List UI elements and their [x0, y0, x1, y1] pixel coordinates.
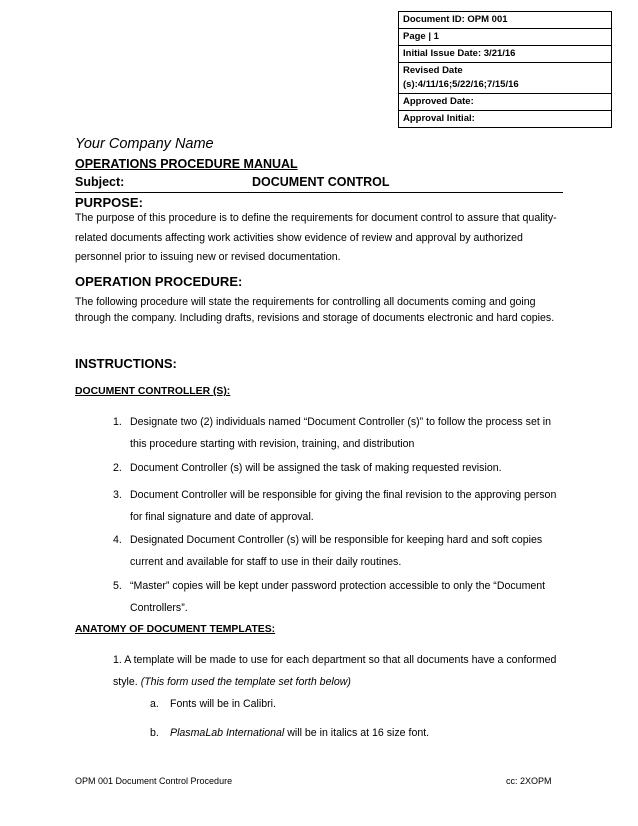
revised-date-cell [399, 63, 612, 94]
footer-doc-title: OPM 001 Document Control Procedure [75, 776, 233, 786]
document-info-table [398, 11, 612, 128]
list-number: 3. [113, 489, 122, 501]
doc-id-cell: Document ID: OPM 001 [399, 12, 612, 29]
company-italic-name: PlasmaLab International [170, 727, 285, 739]
operation-heading: OPERATION PROCEDURE: [75, 274, 243, 289]
subject-value: DOCUMENT CONTROL [252, 175, 390, 189]
sub-list-text [170, 722, 429, 744]
list-text: “Master” copies will be kept under password protection accessible to only the “Document Controllers”. [130, 580, 546, 614]
font-rule-text: will be in italics at 16 size font. [284, 727, 430, 739]
operation-text: The following procedure will state the requirements for controlling all documents coming and going through the company. Including drafts, revisions and storage of documents electronic and hard copies. [75, 296, 555, 324]
issue-date-cell: Initial Issue Date: 3/21/16 [399, 46, 612, 63]
approval-initial-cell: Approval Initial: [399, 111, 612, 128]
revised-date-line2: (s):4/11/16;5/22/16;7/15/16 [403, 79, 519, 90]
purpose-heading: PURPOSE: [75, 195, 143, 210]
sub-list-text: Fonts will be in Calibri. [170, 698, 276, 710]
instructions-heading: INSTRUCTIONS: [75, 356, 177, 371]
list-number: 1. [113, 416, 122, 428]
subject-row [75, 175, 563, 193]
controller-subheading: DOCUMENT CONTROLLER (S): [75, 386, 231, 397]
revised-date-line1: Revised Date [403, 65, 463, 76]
list-number: 4. [113, 534, 122, 546]
purpose-text: The purpose of this procedure is to define the requirements for document control to assure that quality-related documents affecting work activities show evidence of review and approval by authorized personnel prior to issuing new or revised documentation. [75, 212, 557, 263]
sub-list-letter: a. [150, 698, 159, 710]
page-number-cell: Page | 1 [399, 29, 612, 46]
list-text: Document Controller (s) will be assigned the task of making requested revision. [130, 462, 502, 474]
template-note: (This form used the template set forth below) [140, 676, 351, 688]
list-text: Designated Document Controller (s) will be responsible for keeping hard and soft copies current and available for staff to use in their daily routines. [130, 534, 543, 568]
template-text: 1. A template will be made to use for each department so that all documents have a conformed style. [113, 654, 557, 688]
footer-cc: cc: 2XOPM [506, 776, 552, 786]
list-text: Designate two (2) individuals named “Document Controller (s)” to follow the process set in this procedure starting with revision, training, and distribution [130, 416, 551, 450]
manual-title: OPERATIONS PROCEDURE MANUAL [75, 157, 298, 171]
sub-list-letter: b. [150, 727, 159, 739]
list-text: Document Controller will be responsible for giving the final revision to the approving person for final signature and date of approval. [130, 489, 557, 523]
anatomy-subheading: ANATOMY OF DOCUMENT TEMPLATES: [75, 624, 276, 635]
template-paragraph [113, 649, 568, 693]
list-number: 5. [113, 580, 122, 592]
list-number: 2. [113, 462, 122, 474]
approved-date-cell: Approved Date: [399, 94, 612, 111]
subject-label: Subject: [75, 175, 125, 189]
company-name: Your Company Name [75, 136, 214, 152]
